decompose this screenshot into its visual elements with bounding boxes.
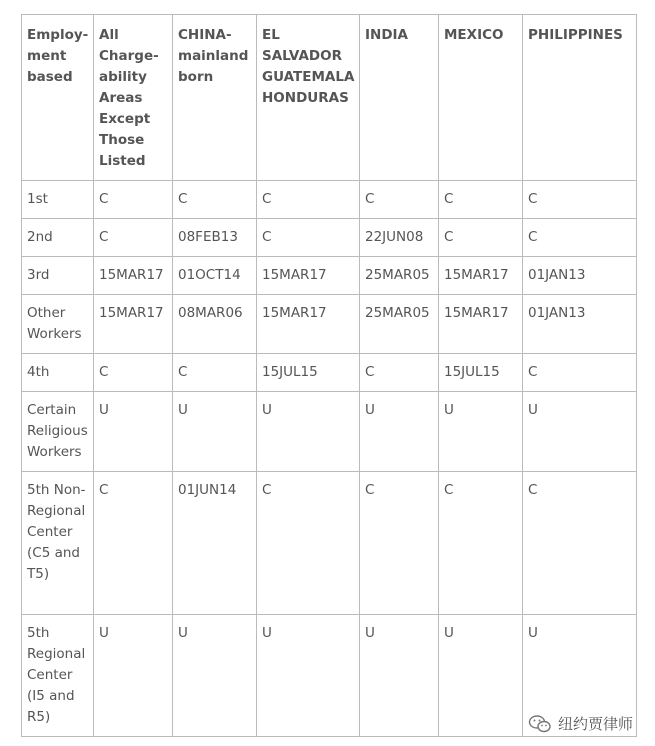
table-cell: C: [439, 181, 523, 219]
table-cell: 15MAR17: [257, 257, 360, 295]
table-cell: U: [257, 392, 360, 472]
table-row: [22, 295, 637, 354]
table-cell: 01JUN14: [173, 472, 257, 615]
table-cell: U: [360, 615, 439, 737]
header-china: CHINA-mainland born: [173, 15, 257, 181]
table-row: [22, 472, 637, 615]
table-cell: 25MAR05: [360, 257, 439, 295]
table-cell: C: [94, 181, 173, 219]
table-row: [22, 219, 637, 257]
table-cell: U: [439, 615, 523, 737]
watermark-text: 纽约贾律师: [557, 715, 633, 733]
table-cell: 15MAR17: [94, 257, 173, 295]
table-cell: C: [523, 219, 637, 257]
table-cell: C: [257, 472, 360, 615]
table-cell: C: [360, 181, 439, 219]
table-row: [22, 181, 637, 219]
header-all-chargeability: All Charge-ability Areas Except Those Listed: [94, 15, 173, 181]
table-cell: 15MAR17: [257, 295, 360, 354]
table-cell: 01JAN13: [523, 295, 637, 354]
table-cell: C: [360, 472, 439, 615]
table-cell: U: [523, 615, 637, 737]
table-cell: 25MAR05: [360, 295, 439, 354]
table-cell: C: [523, 181, 637, 219]
table-cell: C: [257, 219, 360, 257]
header-employment-based: Employ-ment based: [22, 15, 94, 181]
table-cell: U: [173, 615, 257, 737]
table-row: [22, 354, 637, 392]
header-philippines: PHILIPPINES: [523, 15, 637, 181]
table-row: [22, 257, 637, 295]
header-mexico: MEXICO: [439, 15, 523, 181]
wechat-icon: [528, 714, 552, 734]
table-cell: U: [523, 392, 637, 472]
header-el-salvador: EL SALVADOR GUATEMALA HONDURAS: [257, 15, 360, 181]
header-row: [22, 15, 637, 181]
table-cell: C: [439, 219, 523, 257]
table-cell: 08FEB13: [173, 219, 257, 257]
table-row: [22, 392, 637, 472]
table-cell: C: [94, 472, 173, 615]
row-label: 5th Regional Center (I5 and R5): [22, 615, 94, 737]
table-cell: 15JUL15: [257, 354, 360, 392]
visa-bulletin-table: [21, 14, 637, 737]
table-cell: 08MAR06: [173, 295, 257, 354]
table-cell: U: [360, 392, 439, 472]
table-cell: 15MAR17: [439, 295, 523, 354]
table-cell: 01JAN13: [523, 257, 637, 295]
table-cell: 01OCT14: [173, 257, 257, 295]
table-cell: C: [257, 181, 360, 219]
table-cell: 22JUN08: [360, 219, 439, 257]
table-cell: 15MAR17: [94, 295, 173, 354]
table-cell: U: [94, 615, 173, 737]
row-label: 4th: [22, 354, 94, 392]
row-label: 3rd: [22, 257, 94, 295]
row-label: 5th Non-Regional Center (C5 and T5): [22, 472, 94, 615]
table-cell: U: [257, 615, 360, 737]
table-cell: C: [94, 354, 173, 392]
table-cell: U: [173, 392, 257, 472]
row-label: Certain Religious Workers: [22, 392, 94, 472]
table-cell: U: [439, 392, 523, 472]
table-cell: C: [94, 219, 173, 257]
header-india: INDIA: [360, 15, 439, 181]
row-label: 1st: [22, 181, 94, 219]
table-cell: C: [523, 472, 637, 615]
row-label: 2nd: [22, 219, 94, 257]
table-cell: 15MAR17: [439, 257, 523, 295]
row-label: Other Workers: [22, 295, 94, 354]
table-cell: C: [523, 354, 637, 392]
table-cell: C: [173, 181, 257, 219]
table-cell: U: [94, 392, 173, 472]
table-cell: C: [360, 354, 439, 392]
watermark: [526, 713, 635, 734]
table-cell: C: [439, 472, 523, 615]
table-cell: 15JUL15: [439, 354, 523, 392]
table-cell: C: [173, 354, 257, 392]
